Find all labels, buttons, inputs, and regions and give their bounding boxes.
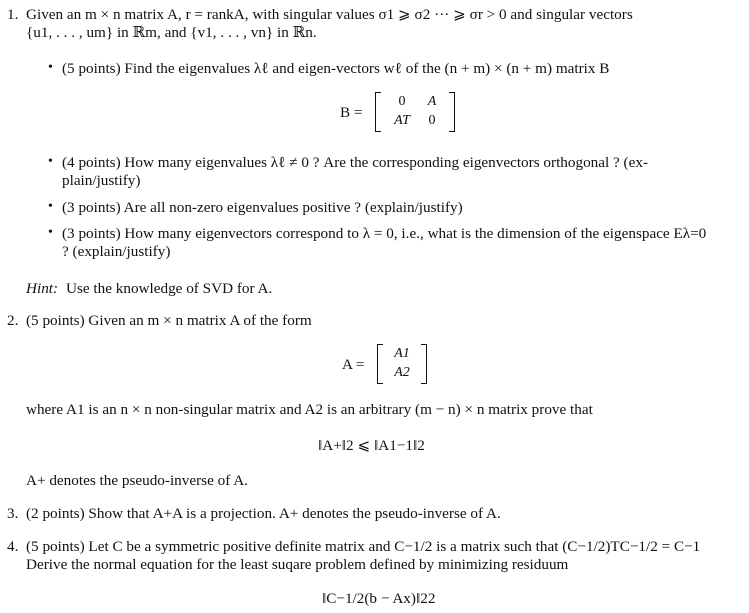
problem-1-line-1: Given an m × n matrix A, r = rankA, with singular values σ1 ⩾ σ2 ··· ⩾ σr > 0 and singular vectors	[26, 6, 633, 23]
matrix-b-cell-21: AT	[394, 113, 410, 128]
right-bracket	[421, 344, 427, 384]
problem-2-line-1: (5 points) Given an m × n matrix A of the form	[26, 312, 312, 329]
problem-4-residuum: ‖C−1/2(b − Ax)‖22	[322, 590, 436, 607]
problem-1-bullet-d-line-1: (3 points) How many eigenvectors correspond to λ = 0, i.e., what is the dimension of the eigenspace Eλ=0	[62, 225, 707, 242]
problem-1-bullet-b-line-1: (4 points) How many eigenvalues λℓ ≠ 0 ? Are the corresponding eigenvectors orthogonal ? (ex-	[62, 154, 649, 171]
problem-1-number: 1.	[7, 6, 19, 23]
problem-1-bullet-b-line-2: plain/justify)	[62, 172, 141, 189]
problem-1-bullet-d-line-2: ? (explain/justify)	[62, 243, 171, 260]
problem-2-note: A+ denotes the pseudo-inverse of A.	[26, 472, 248, 489]
problem-1-line-2: {u1, . . . , um} in ℝm, and {v1, . . . , vn} in ℝn.	[26, 24, 317, 41]
matrix-b-cell-22: 0	[428, 113, 436, 128]
problem-3-number: 3.	[7, 505, 19, 522]
problem-4-line-2: Derive the normal equation for the least suqare problem defined by minimizing residuum	[26, 556, 569, 573]
left-bracket	[377, 344, 383, 384]
problem-2-line-2: where A1 is an n × n non-singular matrix and A2 is an arbitrary (m − n) × n matrix prove that	[26, 401, 593, 418]
problem-2-number: 2.	[7, 312, 19, 329]
problem-2-inequality: ‖A+‖2 ⩽ ‖A1−1‖2	[318, 437, 425, 454]
bullet-icon: •	[48, 60, 53, 75]
matrix-b-cell-11: 0	[398, 94, 406, 109]
problem-4-line-1: (5 points) Let C be a symmetric positive definite matrix and C−1/2 is a matrix such that (C−1/2)TC−1/2 = C−1	[26, 538, 701, 555]
right-bracket	[449, 92, 455, 132]
matrix-b-cell-12: A	[427, 94, 437, 109]
matrix-a-row-1: A1	[394, 346, 410, 361]
problem-1-bullet-a: (5 points) Find the eigenvalues λℓ and eigen-vectors wℓ of the (n + m) × (n + m) matrix B	[62, 60, 610, 77]
matrix-a	[377, 344, 427, 384]
matrix-a-lhs: A =	[342, 356, 365, 373]
problem-3-line-1: (2 points) Show that A+A is a projection. A+ denotes the pseudo-inverse of A.	[26, 505, 501, 522]
hint-label: Hint:	[26, 280, 59, 297]
matrix-b	[375, 92, 455, 132]
problem-1-bullet-c: (3 points) Are all non-zero eigenvalues positive ? (explain/justify)	[62, 199, 463, 216]
hint-text: Use the knowledge of SVD for A.	[66, 280, 273, 297]
problem-4-number: 4.	[7, 538, 19, 555]
bullet-icon: •	[48, 154, 53, 169]
bullet-icon: •	[48, 199, 53, 214]
bullet-icon: •	[48, 225, 53, 240]
matrix-b-lhs: B =	[340, 104, 363, 121]
left-bracket	[375, 92, 381, 132]
matrix-a-row-2: A2	[394, 365, 410, 380]
